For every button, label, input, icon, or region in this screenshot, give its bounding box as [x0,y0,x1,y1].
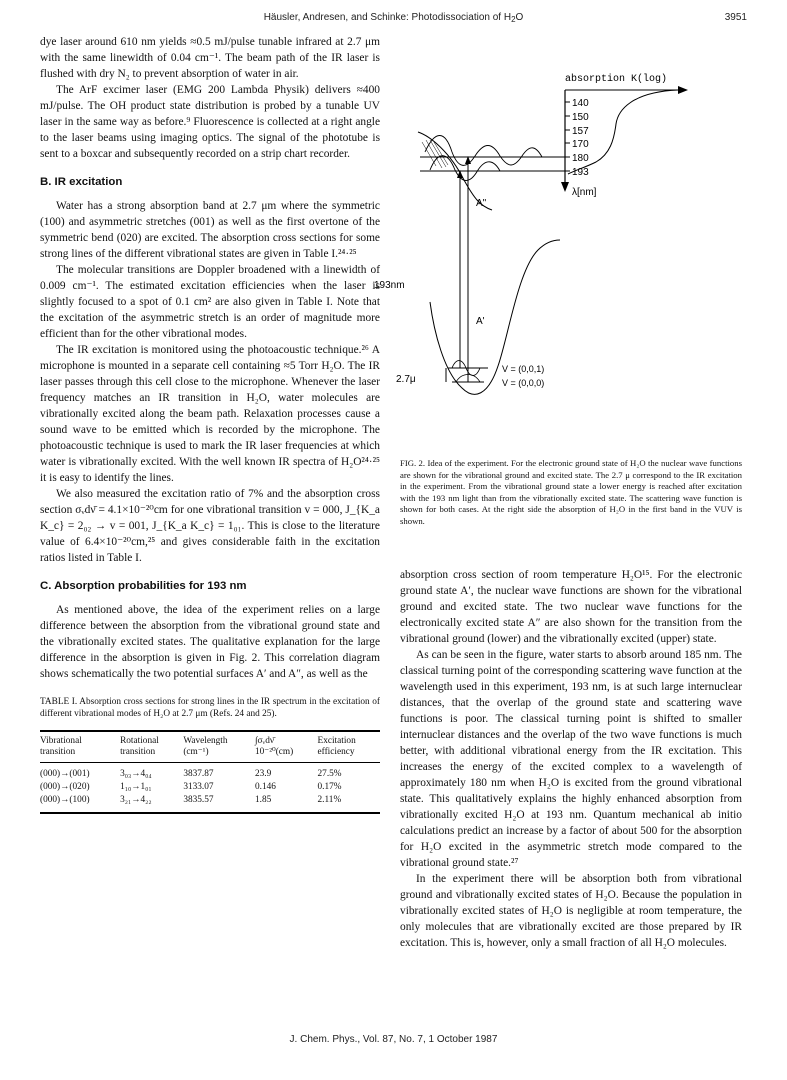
figure-2 [374,70,720,456]
ir-wavelength-label: 2.7μ [396,374,416,385]
data-table [40,730,380,814]
absorption-arrow-head [678,86,688,94]
uv-wavelength-label: 193nm [374,280,405,291]
running-title: Häusler, Andresen, and Schinke: Photodissociation of $H_2O$ [263,12,524,24]
tick-label: 180 [572,153,589,164]
figure-caption: FIG. 2. Idea of the experiment. For the electronic ground state of H₂O the nuclear wave functions are shown for the vibrational ground and excited state. The 2.7 μ correspond to the IR excitation in the experiment. From the vibrational ground state a lower energy is reached after excitation with the 193 nm light than from the vibrationally excited state. The scattering wave function is shown for both cases. At the right side the absorption of H₂O in the first band in the VUV is shown. [400,458,742,526]
cell-wavelength: 3835.57 [183,795,214,805]
correlation-diagram [374,70,720,456]
cell-sigma: 0.146 [254,782,276,792]
cell-efficiency: 0.17% [317,782,342,792]
paragraph: We also measured the excitation ratio of 7% and the absorption cross section σᵥdν̄ = 4.1×10⁻²⁰cm for one vibrational transition v = 000, J_{K_a K_c} = 2₀₂ → v = 001, J_{K_a K_c} = 1₀₁. This is close to the literature value of 6.4×10⁻²⁰cm,²⁵ and gives considerable faith in the excitation ratios listed in Table I. [40,488,380,564]
header-vibrational: Vibrational transition [40,736,82,757]
header-efficiency: Excitation efficiency [317,736,356,757]
journal-footer: J. Chem. Phys., Vol. 87, No. 7, 1 October 1987 [289,1034,498,1045]
tick-label: 170 [572,139,589,150]
absorption-axis-label: absorption K(log) [565,74,668,85]
state-label-lower: V = (0,0,0) [502,378,545,388]
cell-vib: (000)→(001) [40,769,90,779]
cell-efficiency: 27.5% [317,769,342,779]
paragraph: In the experiment there will be absorption both from vibrational ground and vibrationally excited states of H₂O. Because the population in vibrationally excited states of H₂O is negligible at room temperature, the only molecules that are vibrationally excited are those prepared by IR excitation. This is, however, only a small fraction of all H₂O molecules. [400,873,742,949]
cell-rot: 1₁₀→1₀₁ [120,782,152,792]
cell-vib: (000)→(020) [40,782,90,792]
right-column [400,567,742,951]
cell-wavelength: 3133.07 [183,782,214,792]
table-row [40,781,380,794]
tick-label: 140 [572,98,589,109]
table-header-row [40,731,380,763]
left-column [40,34,380,814]
scattering-wave-lower [430,156,500,181]
page-number: 3951 [724,12,747,23]
lower-surface-label: A' [476,316,485,327]
state-label-upper: V = (0,0,1) [502,364,545,374]
lambda-ticks [565,102,570,171]
tick-label: 150 [572,112,589,123]
header-cross-section: ∫σᵥdν̄ 10⁻²⁰(cm) [254,736,294,757]
table-row [40,763,380,782]
running-head [40,12,747,26]
lambda-arrow-head [561,182,569,192]
paragraph: As mentioned above, the idea of the experiment relies on a large difference between the absorption from the vibrational ground state and the vibrationally excited states. The qualitative explanation for the large difference in the absorption is given in Fig. 2. This correlation diagram shows schematically the two potential surfaces A′ and A″, as well as the [40,604,380,680]
paragraph: absorption cross section of room temperature H₂O¹⁵. For the electronic ground state A′, the nuclear wave functions are shown for the vibrational ground and excited state. The two nuclear wave functions for the electronically excited state A″ are also shown for the transition from the vibrational ground (lower) and the vibrationally excited (upper) state. [400,569,742,645]
table-row [40,794,380,813]
paragraph: The IR excitation is monitored using the photoacoustic technique.²⁶ A microphone is mounted in a separate cell containing ≈5 Torr H₂O. The IR laser passes through this cell close to the microphone. Whenever the laser frequency matches an IR transition in H₂O, water molecules are vibrationally excited along the beam path. Relaxation processes cause a sound wave to be emitted which is recorded by the microphone. The photoacoustic technique is used to mark the IR laser frequencies at which water is vibrationally excited. With the well known IR spectra of H₂O²⁴·²⁵ it is easy to identify the lines. [40,344,380,484]
paragraph: The ArF excimer laser (EMG 200 Lambda Physik) delivers ≈400 mJ/pulse. The OH product state distribution is probed by a tunable UV laser in the same way as before.⁹ Fluorescence is collected at a right angle to the laser beams using imaging optics. The signal of the phototube is sent to a boxcar and subsequently recorded on a strip chart recorder. [40,84,380,160]
cell-wavelength: 3837.87 [183,769,214,779]
section-heading-ir-excitation: B. IR excitation [40,176,123,188]
paragraph: The molecular transitions are Doppler broadened with a linewidth of 0.009 cm⁻¹. The estimated excitation efficiencies when the laser is slightly focused to a spot of 0.1 cm² are also given in Table I. Note that the excitation of the asymmetric stretch is an order of magnitude more efficient than for the other vibrational modes. [40,264,380,340]
lambda-label: λ[nm] [572,187,597,198]
cell-rot: 3₂₁→4₂₂ [120,795,152,805]
cell-vib: (000)→(100) [40,795,90,805]
tick-label: 157 [572,126,589,137]
paragraph: As can be seen in the figure, water starts to absorb around 185 nm. The classical turning point of the corresponding scattering wave function at the wavelength used in this experiment, 193 nm, is at such large internuclear distances, that the overlap of the ground state and scattering wave functions is poor. The classical turning point is shifted to smaller internuclear distances and the overlap of the two wave functions is much better, with additional vibrational energy from the IR excitation. This increases the energy of the excited complex to a wavelength of approximately 180 nm when H₂O is excited from the ground vibrational state. This qualitatively explains the highly enhanced absorption from vibrationally excited H₂O at 193 nm. Quantum mechanical ab initio calculations predict an increase by a factor of about 500 for the absorption for H₂O excited in the asymmetric stretch mode compared to the vibrational ground state.²⁷ [400,649,742,869]
cell-efficiency: 2.11% [317,795,342,805]
paragraph: Water has a strong absorption band at 2.7 μm where the symmetric (100) and asymmetric stretches (001) as well as the first overtone of the symmetric bend (020) are excited. The absorption cross sections for some strong lines of the different vibrational states are given in Table I.²⁴·²⁵ [40,200,380,260]
upper-surface-label: A" [476,198,487,209]
cell-rot: 3₀₃→4₀₄ [120,769,152,779]
header-rotational: Rotational transition [120,736,159,757]
header-wavelength: Wavelength (cm⁻¹) [183,736,228,757]
section-heading-absorption: C. Absorption probabilities for 193 nm [40,580,247,592]
tick-label: 193 [572,167,589,178]
paragraph: dye laser around 610 nm yields ≈0.5 mJ/pulse tunable infrared at 2.7 μm with the same linewidth of 0.04 cm⁻¹. The beam path of the IR laser is flushed with dry N₂ to prevent absorption of water in air. [40,36,380,80]
cell-sigma: 23.9 [254,769,272,779]
table-caption: TABLE I. Absorption cross sections for strong lines in the IR spectrum in the excitation of different vibrational modes of H₂O at 2.7 μm (Refs. 24 and 25). [40,697,380,719]
cell-sigma: 1.85 [254,795,272,805]
overlap-hatch [422,140,448,168]
